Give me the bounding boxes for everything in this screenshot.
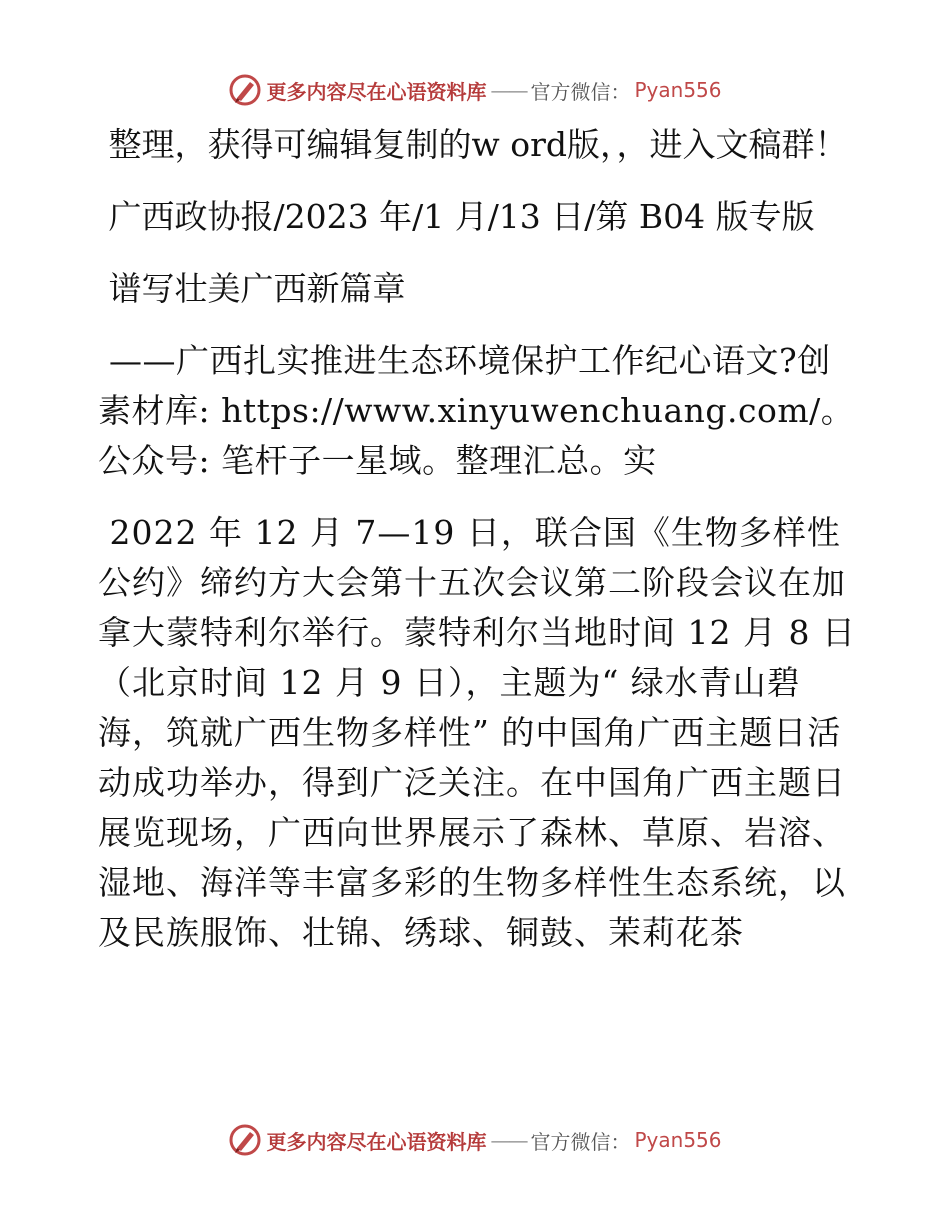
quill-pen-logo-icon (228, 73, 262, 107)
header-watermark-banner (0, 70, 950, 110)
banner-dash: —— (490, 78, 527, 102)
banner-wechat-label: 官方微信： (530, 1129, 631, 1154)
paragraph-subtitle: ——广西扎实推进生态环境保护工作纪心语文?创素材库: https://www.xinyuwenchuang.com/。公众号: 笔杆子一星域。整理汇总。实 (98, 341, 855, 480)
banner-text: 更多内容尽在心语资料库 (266, 1129, 487, 1154)
quill-pen-logo-icon (228, 1123, 262, 1157)
banner-wechat-id: Pyan556 (634, 1128, 722, 1152)
paragraph-source: 广西政协报/2023 年/1 月/13 日/第 B04 版专版 (98, 197, 815, 236)
paragraph-title: 谱写壮美广西新篇章 (98, 269, 406, 308)
banner-text: 更多内容尽在心语资料库 (266, 79, 487, 104)
paragraph-main: 2022 年 12 月 7—19 日，联合国《生物多样性公约》缔约方大会第十五次会议第二阶段会议在加拿大蒙特利尔举行。蒙特利尔当地时间 12 月 8 日（北京时间 12 月 9 日），主题为“ 绿水青山碧海，筑就广西生物多样性” 的中国角广西主题日活动成功举办，得到广泛关注。在中国角广西主题日展览现场，广西向世界展示了森林、草原、岩溶、湿地、海洋等丰富多彩的生物多样性生态系统，以及民族服饰、壮锦、绣球、铜鼓、茉莉花茶 (98, 513, 856, 952)
banner-dash: —— (490, 1128, 527, 1152)
banner-wechat-label: 官方微信： (530, 79, 631, 104)
banner-wechat-id: Pyan556 (634, 78, 722, 102)
paragraph-intro: 整理，获得可编辑复制的w ord版，，进入文稿群！ (98, 125, 848, 164)
footer-watermark-banner (0, 1120, 950, 1160)
document-body (98, 120, 858, 958)
